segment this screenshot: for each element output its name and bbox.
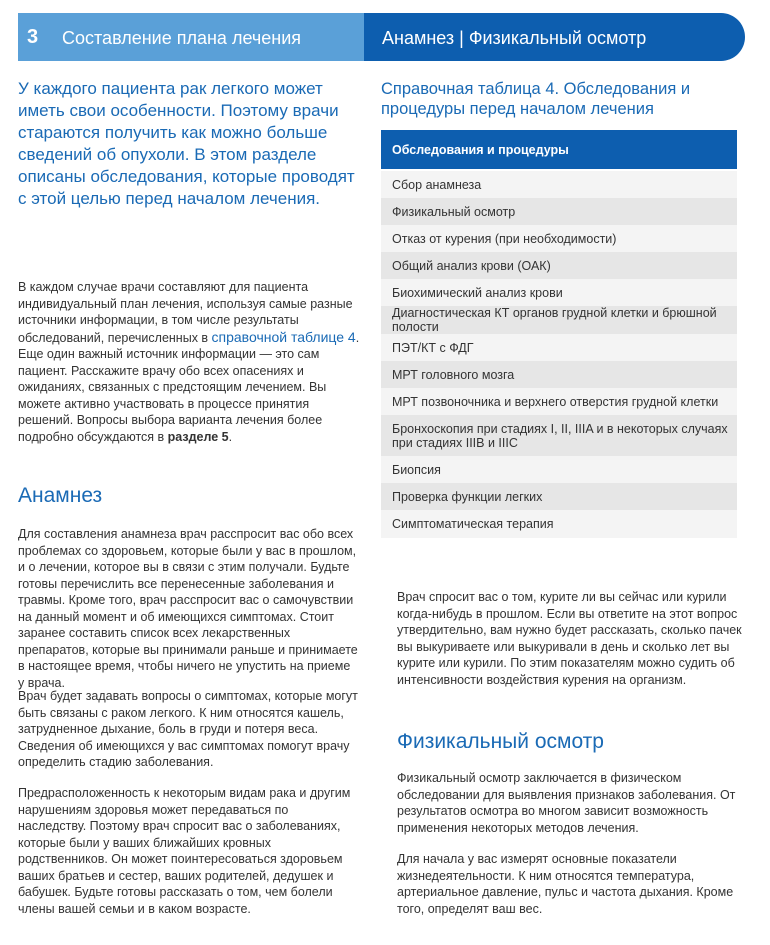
- table-row: Сбор анамнеза: [381, 171, 737, 198]
- physical-paragraph-2: Для начала у вас измерят основные показатели жизнедеятельности. К ним относятся температура, артериальное давление, пульс и частота дыхания. Кроме того, определят ваш вес.: [397, 852, 734, 916]
- plan-text-1: В каждом случае врачи составляют для пациента индивидуальный план лечения, используя самые разные источники информации, в том числе результаты обследований, перечисленных в: [18, 280, 353, 345]
- anamnesis-paragraph-3: Предрасположенность к некоторым видам рака и другим нарушениям здоровья может передаваться по наследству. Поэтому врач спросит вас о заболеваниях, которые были у ваших ближайших кровных родственников. Он может поинтересоваться здоровьем ваших братьев и сестер, ваших родителей, дедушек и бабушек. Будьте готовы рассказать о том, чем болели члены вашей семьи и в каком возрасте.: [18, 786, 351, 916]
- subsection-title: Анамнез | Физикальный осмотр: [382, 28, 647, 48]
- plan-paragraph: [18, 279, 365, 445]
- smoking-paragraph: Врач спросит вас о том, курите ли вы сейчас или курили когда-нибудь в прошлом. Если вы ответите на этот вопрос утвердительно, вам нужно будет рассказать, сколько пачек вы выкуриваете или выкуривали в день и сколько лет вы курите или курили. По этим показателям можно судить об интенсивности воздействия курения на организм.: [397, 590, 742, 687]
- table-header: Обследования и процедуры: [381, 130, 737, 169]
- plan-text-end: .: [228, 429, 233, 444]
- table-row: Симптоматическая терапия: [381, 510, 737, 538]
- header-left-band: [18, 13, 364, 61]
- table-caption: Справочная таблица 4. Обследования и процедуры перед началом лечения: [381, 80, 691, 118]
- anamnesis-paragraph-2: Врач будет задавать вопросы о симптомах, которые могут быть связаны с раком легкого. К ним относятся кашель, затрудненное дыхание, боль в груди и потеря веса. Сведения об имеющихся у вас симптомах помогут врачу определить стадию заболевания.: [18, 689, 358, 769]
- section-number: 3: [27, 26, 39, 48]
- table-row: Физикальный осмотр: [381, 198, 737, 225]
- procedures-table: [381, 130, 737, 531]
- table-row: Отказ от курения (при необходимости): [381, 225, 737, 252]
- table-row: Диагностическая КТ органов грудной клетки и брюшной полости: [381, 306, 737, 334]
- table-row: Биопсия: [381, 456, 737, 483]
- table-row: ПЭТ/КТ с ФДГ: [381, 334, 737, 361]
- table-row: Проверка функции легких: [381, 483, 737, 510]
- physical-paragraph-1: Физикальный осмотр заключается в физическом обследовании для выявления признаков заболевания. От результатов осмотра во многом зависит возможность применения некоторых методов лечения.: [397, 771, 736, 835]
- table-row: МРТ позвоночника и верхнего отверстия грудной клетки: [381, 388, 737, 415]
- plan-text-2: . Еще один важный источник информации — это сам пациент. Расскажите врачу обо всех опасениях и ожиданиях, связанных с предстоящим лечением. Вы можете активно участвовать в процессе принятия решений. Вопросы выбора варианта лечения более подробно обсуждаются в: [18, 330, 360, 444]
- physical-exam-heading: Физикальный осмотр: [397, 730, 604, 753]
- table-row: Общий анализ крови (ОАК): [381, 252, 737, 279]
- section-header: [18, 13, 745, 61]
- table-reference-link[interactable]: справочной таблице 4: [211, 328, 356, 345]
- intro-text: У каждого пациента рак легкого может иметь свои особенности. Поэтому врачи стараются получить как можно больше сведений об опухоли. В этом разделе описаны обследования, которые проводят с этой целью перед началом лечения.: [18, 79, 355, 208]
- section-title: Составление плана лечения: [62, 28, 301, 48]
- anamnesis-paragraph-1: Для составления анамнеза врач расспросит вас обо всех проблемах со здоровьем, которые были у вас в прошлом, и о лечении, которое вы в связи с этим получали. Будьте готовы перечислить все перенесенные заболевания и травмы. Кроме того, врач расспросит вас о самочувствии на данный момент и об имеющихся симптомах. Стоит заранее составить список всех лекарственных препаратов, которые вы принимали раньше и принимаете в настоящее время, чтобы ничего не упустить на приеме у врача.: [18, 527, 358, 690]
- table-row: Биохимический анализ крови: [381, 279, 737, 306]
- table-row: МРТ головного мозга: [381, 361, 737, 388]
- table-row: Бронхоскопия при стадиях I, II, IIIA и в некоторых случаях при стадиях IIIB и IIIC: [381, 415, 737, 456]
- section-reference: разделе 5: [167, 429, 229, 444]
- header-right-band: [364, 13, 745, 61]
- anamnesis-heading: Анамнез: [18, 484, 103, 507]
